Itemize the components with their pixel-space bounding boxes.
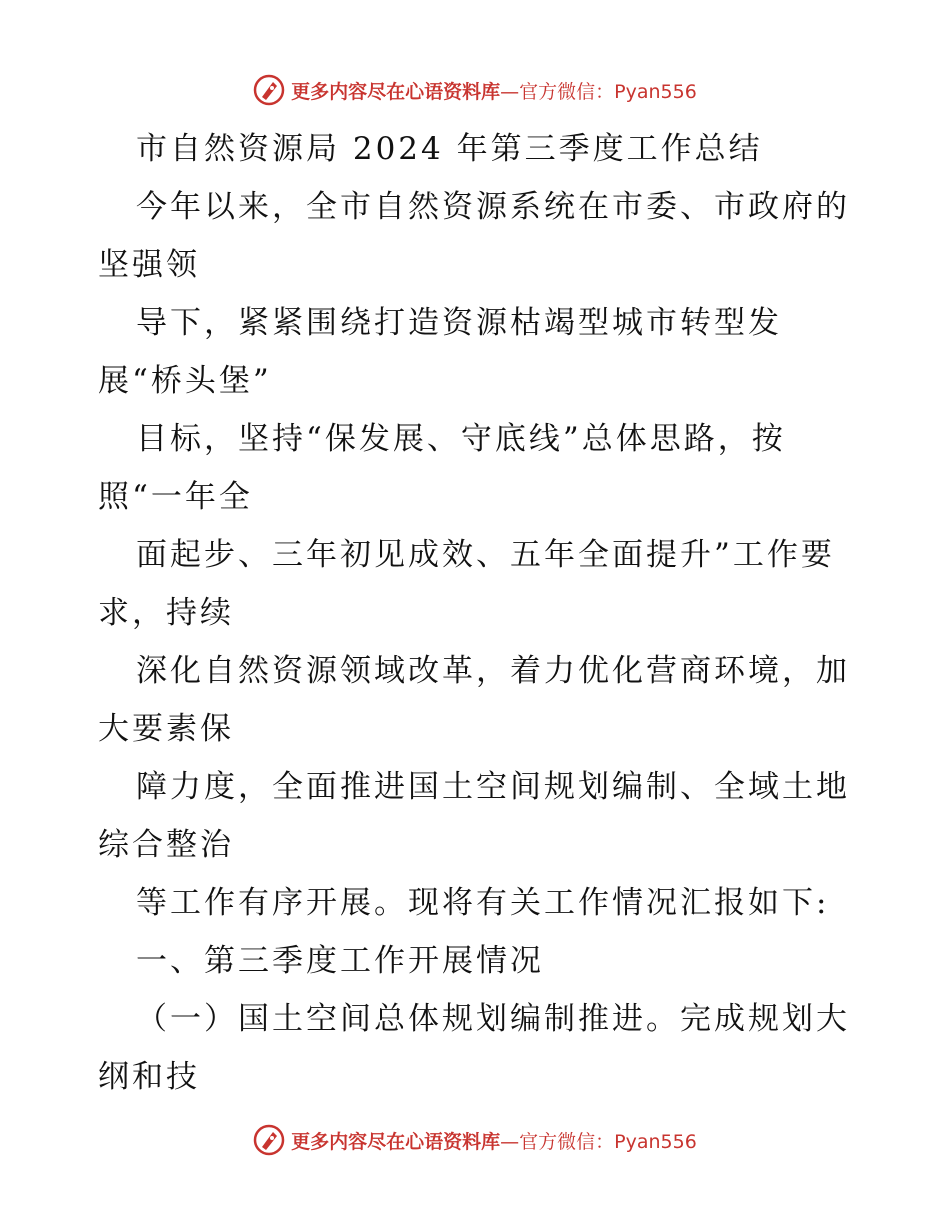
paragraph-line: 坚强领 xyxy=(98,247,200,283)
watermark-banner-top xyxy=(0,70,950,110)
paragraph-line: 面起步、三年初见成效、五年全面提升”工作要 xyxy=(136,537,835,573)
paragraph-line: 综合整治 xyxy=(98,827,234,863)
paragraph-line: 目标，坚持“保发展、守底线”总体思路，按 xyxy=(136,421,786,457)
watermark-contact: —官方微信：Pyan556 xyxy=(500,1130,697,1153)
section-heading: 一、第三季度工作开展情况 xyxy=(136,943,544,979)
paragraph-line: 导下，紧紧围绕打造资源枯竭型城市转型发 xyxy=(136,305,782,341)
watermark-text: 更多内容尽在心语资料库 xyxy=(291,1130,501,1153)
subsection-heading: （一）国土空间总体规划编制推进。完成规划大 xyxy=(136,1001,850,1037)
paragraph-line: 求，持续 xyxy=(98,595,234,631)
paragraph-line: 大要素保 xyxy=(98,711,234,747)
watermark-text: 更多内容尽在心语资料库 xyxy=(291,80,501,103)
paragraph-line: 纲和技 xyxy=(98,1059,200,1095)
paragraph-line: 深化自然资源领域改革，着力优化营商环境，加 xyxy=(136,653,850,689)
watermark-banner-bottom xyxy=(0,1120,950,1160)
paragraph-line: 今年以来，全市自然资源系统在市委、市政府的 xyxy=(136,189,850,225)
paragraph-line: 展“桥头堡” xyxy=(98,363,272,399)
watermark-contact: —官方微信：Pyan556 xyxy=(500,80,697,103)
document-title: 市自然资源局 2024 年第三季度工作总结 xyxy=(136,131,763,167)
paragraph-line: 等工作有序开展。现将有关工作情况汇报如下: xyxy=(136,885,830,921)
paragraph-line: 障力度，全面推进国土空间规划编制、全域土地 xyxy=(136,769,850,805)
pen-nib-logo-icon xyxy=(253,74,285,106)
paragraph-line: 照“一年全 xyxy=(98,479,253,515)
pen-nib-logo-icon xyxy=(253,1124,285,1156)
document-body xyxy=(98,120,858,1106)
